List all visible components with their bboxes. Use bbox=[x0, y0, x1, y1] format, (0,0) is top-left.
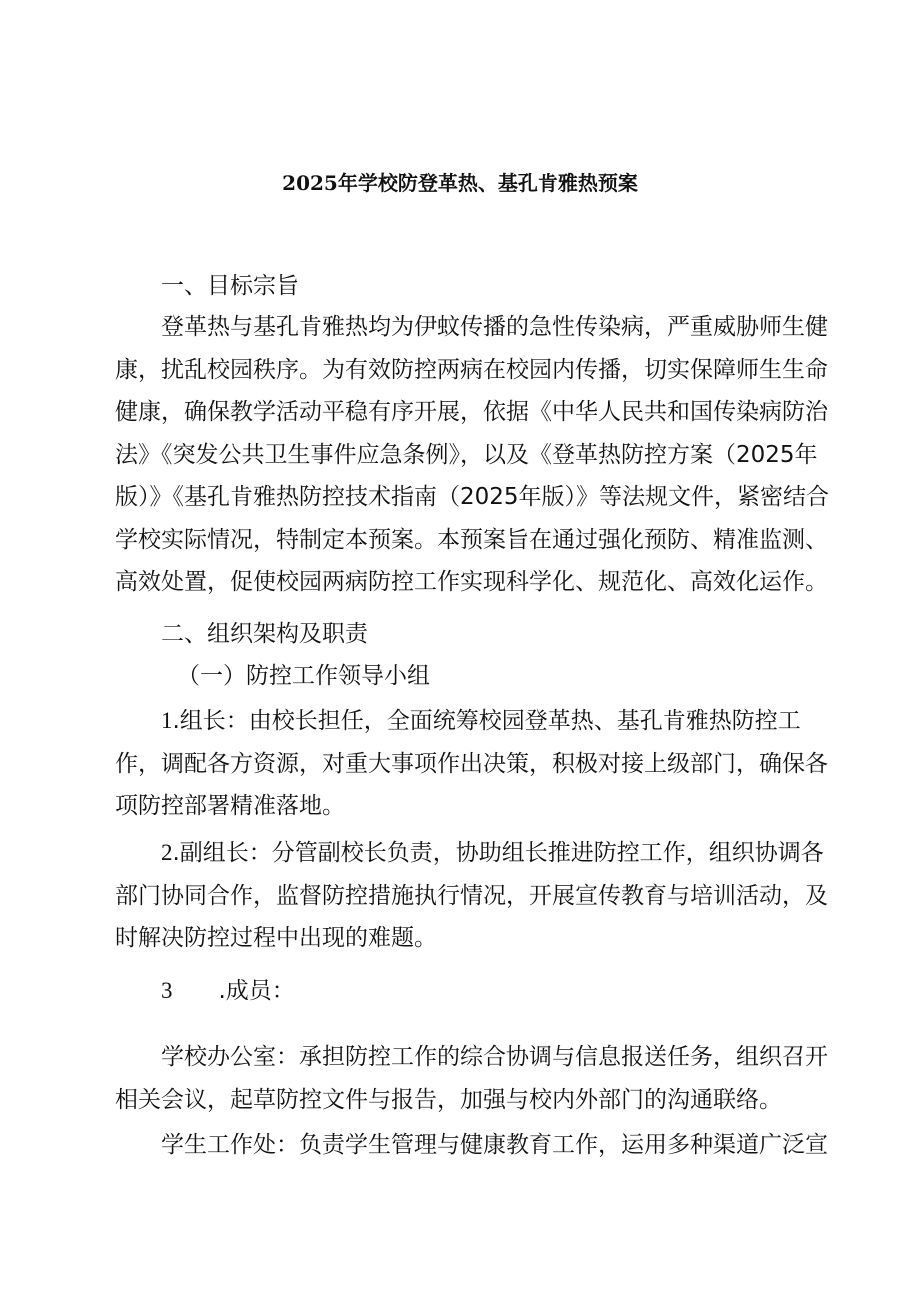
list-item-text: .成员： bbox=[218, 978, 295, 1004]
list-item-text: .组长：由校长担任，全面统筹校园登革热、基孔肯雅热防控工作，调配各方资源，对重大事项作出决策，积极对接上级部门，确保各项防控部署精准落地。 bbox=[115, 708, 828, 819]
list-item-number: 1 bbox=[161, 708, 173, 733]
goals-paragraph: 登革热与基孔肯雅热均为伊蚊传播的急性传染病，严重威胁师生健康，扰乱校园秩序。为有效防控两病在校园内传播，切实保障师生生命健康，确保教学活动平稳有序开展，依据《中华人民共和国传染病防治法》《突发公共卫生事件应急条例》，以及《登革热防控方案（2025年版）》《基孔肯雅热防控技术指南（2025年版）》等法规文件，紧密结合学校实际情况，特制定本预案。本预案旨在通过强化预防、精准监测、高效处置，促使校园两病防控工作实现科学化、规范化、高效化运作。 bbox=[115, 314, 830, 595]
list-item-number: 3 bbox=[161, 978, 173, 1003]
section-heading-organization: 二、组织架构及职责 bbox=[161, 621, 368, 647]
list-item-text: .副组长：分管副校长负责，协助组长推进防控工作，组织协调各部门协同合作，监督防控措施执行情况，开展宣传教育与培训活动，及时解决防控过程中出现的难题。 bbox=[115, 840, 828, 951]
section-heading-goals: 一、目标宗旨 bbox=[161, 273, 299, 299]
list-item-members bbox=[115, 970, 835, 1013]
student-affairs-paragraph: 学生工作处：负责学生管理与健康教育工作，运用多种渠道广泛宣 bbox=[161, 1132, 828, 1158]
list-item-leader bbox=[115, 700, 835, 828]
list-item-deputy-leader bbox=[115, 832, 835, 960]
office-duties-paragraph: 学校办公室：承担防控工作的综合协调与信息报送任务，组织召开相关会议，起草防控文件与报告，加强与校内外部门的沟通联络。 bbox=[115, 1044, 828, 1113]
subsection-heading-leading-group: （一）防控工作领导小组 bbox=[177, 663, 430, 689]
document-title: 2025年学校防登革热、基孔肯雅热预案 bbox=[282, 171, 638, 195]
list-item-number: 2 bbox=[161, 840, 173, 865]
